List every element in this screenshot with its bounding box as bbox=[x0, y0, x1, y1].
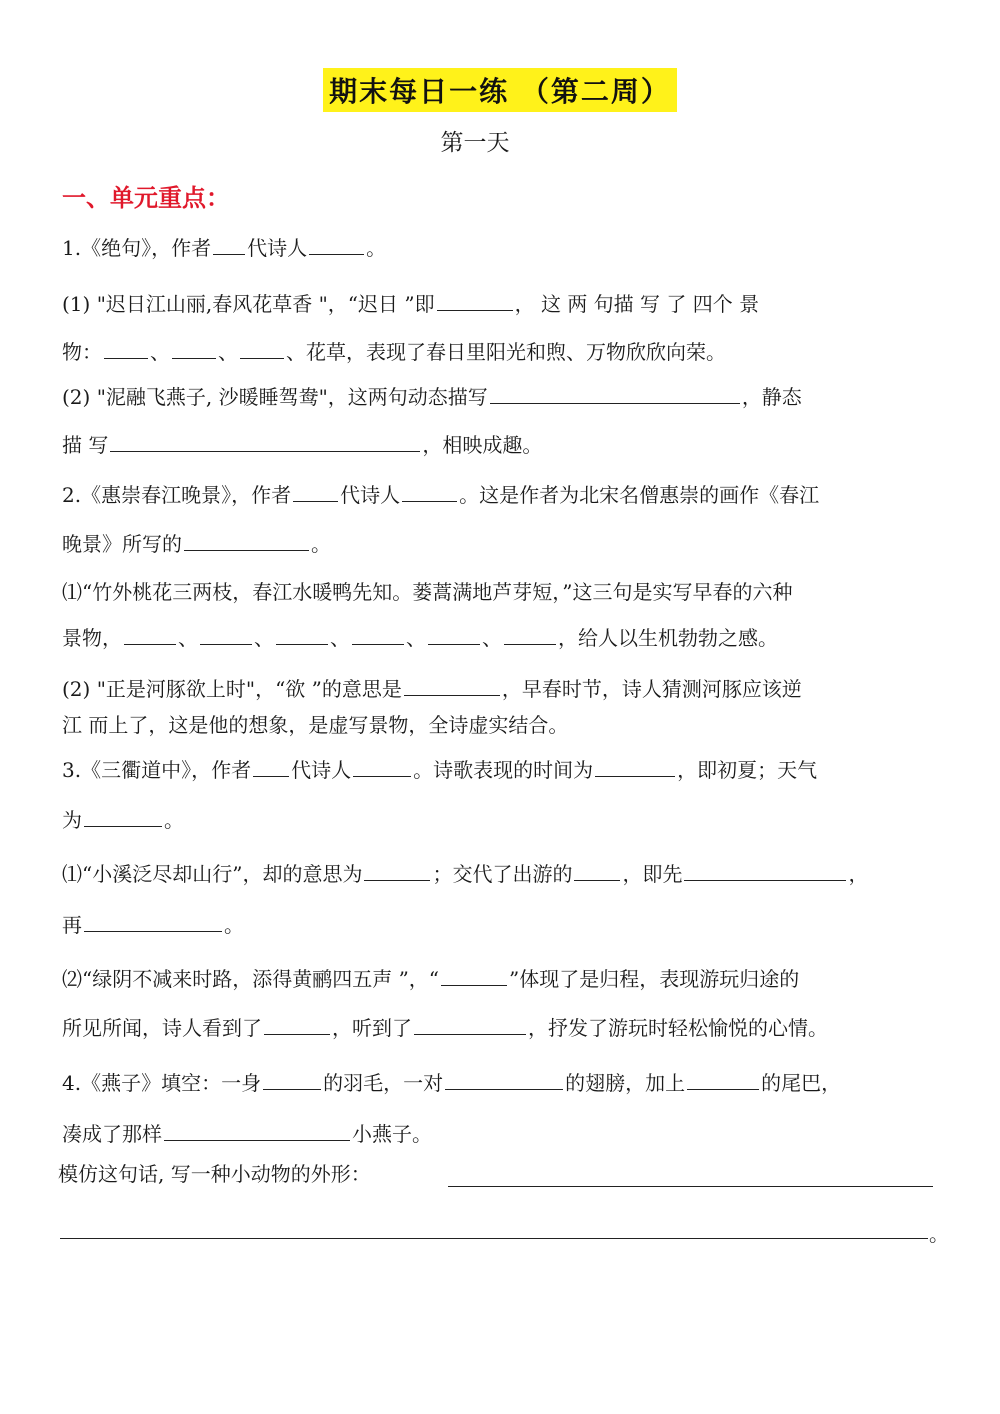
q3-s2b-line bbox=[62, 1014, 828, 1040]
q4-l2-text-b: 小燕子。 bbox=[352, 1122, 432, 1146]
blank[interactable] bbox=[441, 965, 507, 986]
blank[interactable] bbox=[309, 234, 364, 255]
page-title: 期末每日一练 （第二周） bbox=[323, 68, 677, 112]
blank[interactable] bbox=[200, 624, 252, 645]
q3-s2b-text-a: 所见所闻，诗人看到了 bbox=[62, 1016, 262, 1040]
q3-s2-text-b: ”体现了是归程，表现游玩归途的 bbox=[509, 967, 800, 991]
q1-s1-text-b: ， 这 两 句描 写 了 四个 景 bbox=[514, 292, 760, 316]
q1-s1b-text-a: 物： bbox=[62, 340, 102, 364]
blank[interactable] bbox=[263, 1069, 321, 1090]
q1-s1-line bbox=[62, 290, 759, 316]
blank[interactable] bbox=[253, 756, 289, 777]
q3-s1-text-c: ，即先 bbox=[622, 862, 683, 886]
q2-s1-text-a: ⑴“竹外桃花三两枝，春江水暖鸭先知。蒌蒿满地芦芽短，”这三句是实写早春的六种 bbox=[62, 580, 793, 604]
blank[interactable] bbox=[428, 624, 480, 645]
q3-l2-line bbox=[62, 806, 184, 832]
q4-text-d: 的尾巴， bbox=[761, 1071, 842, 1095]
q2-l2-text-a: 晚景》所写的 bbox=[62, 532, 182, 556]
q4-l3-line bbox=[58, 1162, 371, 1186]
sep: 、 bbox=[218, 340, 238, 364]
q3-s1-line bbox=[62, 860, 868, 886]
q3-l2-text-b: 。 bbox=[164, 808, 184, 832]
section-heading: 一、单元重点： bbox=[62, 184, 230, 212]
q2-text-a: 2.《惠崇春江晚景》，作者 bbox=[62, 483, 292, 507]
blank[interactable] bbox=[104, 338, 148, 359]
sep: 、 bbox=[178, 626, 198, 650]
blank[interactable] bbox=[402, 481, 457, 502]
blank[interactable] bbox=[595, 756, 675, 777]
q1-s2-text-a: (2) "泥融飞燕子, 沙暖睡驾鸯"，这两句动态描写 bbox=[62, 385, 488, 409]
q1-line bbox=[62, 234, 386, 260]
answer-line[interactable] bbox=[60, 1238, 928, 1239]
blank[interactable] bbox=[490, 383, 740, 404]
q2-l2-line bbox=[62, 530, 331, 556]
q3-s1b-text-a: 再 bbox=[62, 913, 82, 937]
blank[interactable] bbox=[110, 431, 420, 452]
blank[interactable] bbox=[404, 675, 500, 696]
q3-text-d: ，即初夏；天气 bbox=[677, 758, 818, 782]
q2-s2b-text-a: 江 而上了，这是他的想象，是虚写景物，全诗虚实结合。 bbox=[62, 713, 569, 737]
blank[interactable] bbox=[276, 624, 328, 645]
day-subtitle: 第一天 bbox=[440, 130, 510, 156]
blank[interactable] bbox=[364, 860, 430, 881]
blank[interactable] bbox=[445, 1069, 563, 1090]
blank[interactable] bbox=[213, 234, 245, 255]
q3-s1b-text-b: 。 bbox=[224, 913, 244, 937]
q3-s2-text-a: ⑵“绿阴不减来时路，添得黄鹂四五声 ”，“ bbox=[62, 967, 440, 991]
title-wrap bbox=[0, 68, 1000, 112]
q2-line bbox=[62, 481, 819, 507]
q3-s1b-line bbox=[62, 911, 244, 937]
blank[interactable] bbox=[352, 624, 404, 645]
q3-s2b-text-b: ，听到了 bbox=[332, 1016, 412, 1040]
q4-l2-text-a: 凑成了那样 bbox=[62, 1122, 162, 1146]
q1-text-a: 1.《绝句》，作者 bbox=[62, 236, 212, 260]
q4-line bbox=[62, 1069, 841, 1095]
sep: 、 bbox=[330, 626, 350, 650]
sep: 、 bbox=[150, 340, 170, 364]
answer-line[interactable] bbox=[448, 1186, 933, 1187]
q3-s1-text-b: ；交代了出游的 bbox=[432, 862, 573, 886]
q3-s2b-text-c: ，抒发了游玩时轻松愉悦的心情。 bbox=[528, 1016, 828, 1040]
q3-text-a: 3.《三衢道中》，作者 bbox=[62, 758, 252, 782]
q1-s2b-line bbox=[62, 431, 542, 457]
q3-l2-text-a: 为 bbox=[62, 808, 82, 832]
q1-s1b-line bbox=[62, 338, 726, 364]
q3-s2-line bbox=[62, 965, 799, 991]
blank[interactable] bbox=[293, 481, 338, 502]
q4-text-c: 的翅膀，加上 bbox=[565, 1071, 686, 1095]
blank[interactable] bbox=[124, 624, 176, 645]
blank[interactable] bbox=[172, 338, 216, 359]
q1-s1-text-a: (1) "迟日江山丽,春风花草香 "，“迟日 ”即 bbox=[62, 292, 435, 316]
blank[interactable] bbox=[684, 860, 846, 881]
sep: 、 bbox=[406, 626, 426, 650]
blank[interactable] bbox=[84, 911, 222, 932]
blank[interactable] bbox=[184, 530, 309, 551]
blank[interactable] bbox=[240, 338, 284, 359]
q1-s2-line bbox=[62, 383, 802, 409]
q2-s2-text-b: ，早春时节，诗人猜测河豚应该逆 bbox=[501, 677, 802, 701]
q3-text-b: 代诗人 bbox=[291, 758, 352, 782]
q3-s1-text-d: ， bbox=[848, 862, 869, 886]
q2-s2-text-a: (2) "正是河豚欲上时"，“欲 ”的意思是 bbox=[62, 677, 402, 701]
q1-s1b-text-b: 、花草，表现了春日里阳光和煦、万物欣欣向荣。 bbox=[286, 340, 726, 364]
q4-text-b: 的羽毛，一对 bbox=[323, 1071, 444, 1095]
q2-s1b-text-a: 景物， bbox=[62, 626, 122, 650]
q2-l2-text-b: 。 bbox=[311, 532, 331, 556]
blank[interactable] bbox=[414, 1014, 526, 1035]
blank[interactable] bbox=[574, 860, 620, 881]
blank[interactable] bbox=[504, 624, 556, 645]
q4-l2-line bbox=[62, 1120, 432, 1146]
q3-s1-text-a: ⑴“小溪泛尽却山行”，却的意思为 bbox=[62, 862, 363, 886]
blank[interactable] bbox=[264, 1014, 330, 1035]
q3-line bbox=[62, 756, 817, 782]
q1-text-b: 代诗人 bbox=[247, 236, 308, 260]
blank[interactable] bbox=[353, 756, 411, 777]
q1-s2-text-b: ，静态 bbox=[741, 385, 802, 409]
q2-s1b-line bbox=[62, 624, 778, 650]
q4-text-a: 4.《燕子》填空：一身 bbox=[62, 1071, 262, 1095]
blank[interactable] bbox=[437, 290, 513, 311]
q1-s2b-text-b: ，相映成趣。 bbox=[422, 433, 543, 457]
blank[interactable] bbox=[687, 1069, 759, 1090]
q4-end-punct: 。 bbox=[929, 1222, 949, 1246]
q2-text-b: 代诗人 bbox=[340, 483, 401, 507]
blank[interactable] bbox=[84, 806, 162, 827]
q3-text-c: 。诗歌表现的时间为 bbox=[413, 758, 594, 782]
q4-l3-text-a: 模仿这句话, 写一种小动物的外形： bbox=[58, 1162, 371, 1186]
q2-s2b-line bbox=[62, 713, 568, 737]
sep: 、 bbox=[254, 626, 274, 650]
q1-s2b-text-a: 描 写 bbox=[62, 433, 109, 457]
q2-s1-line bbox=[62, 580, 792, 604]
q2-text-c: 。这是作者为北宋名僧惠崇的画作《春江 bbox=[459, 483, 820, 507]
sep: 、 bbox=[482, 626, 502, 650]
q2-s2-line bbox=[62, 675, 802, 701]
q1-text-c: 。 bbox=[366, 236, 387, 260]
q2-s1b-text-b: ，给人以生机勃勃之感。 bbox=[558, 626, 778, 650]
blank[interactable] bbox=[164, 1120, 350, 1141]
